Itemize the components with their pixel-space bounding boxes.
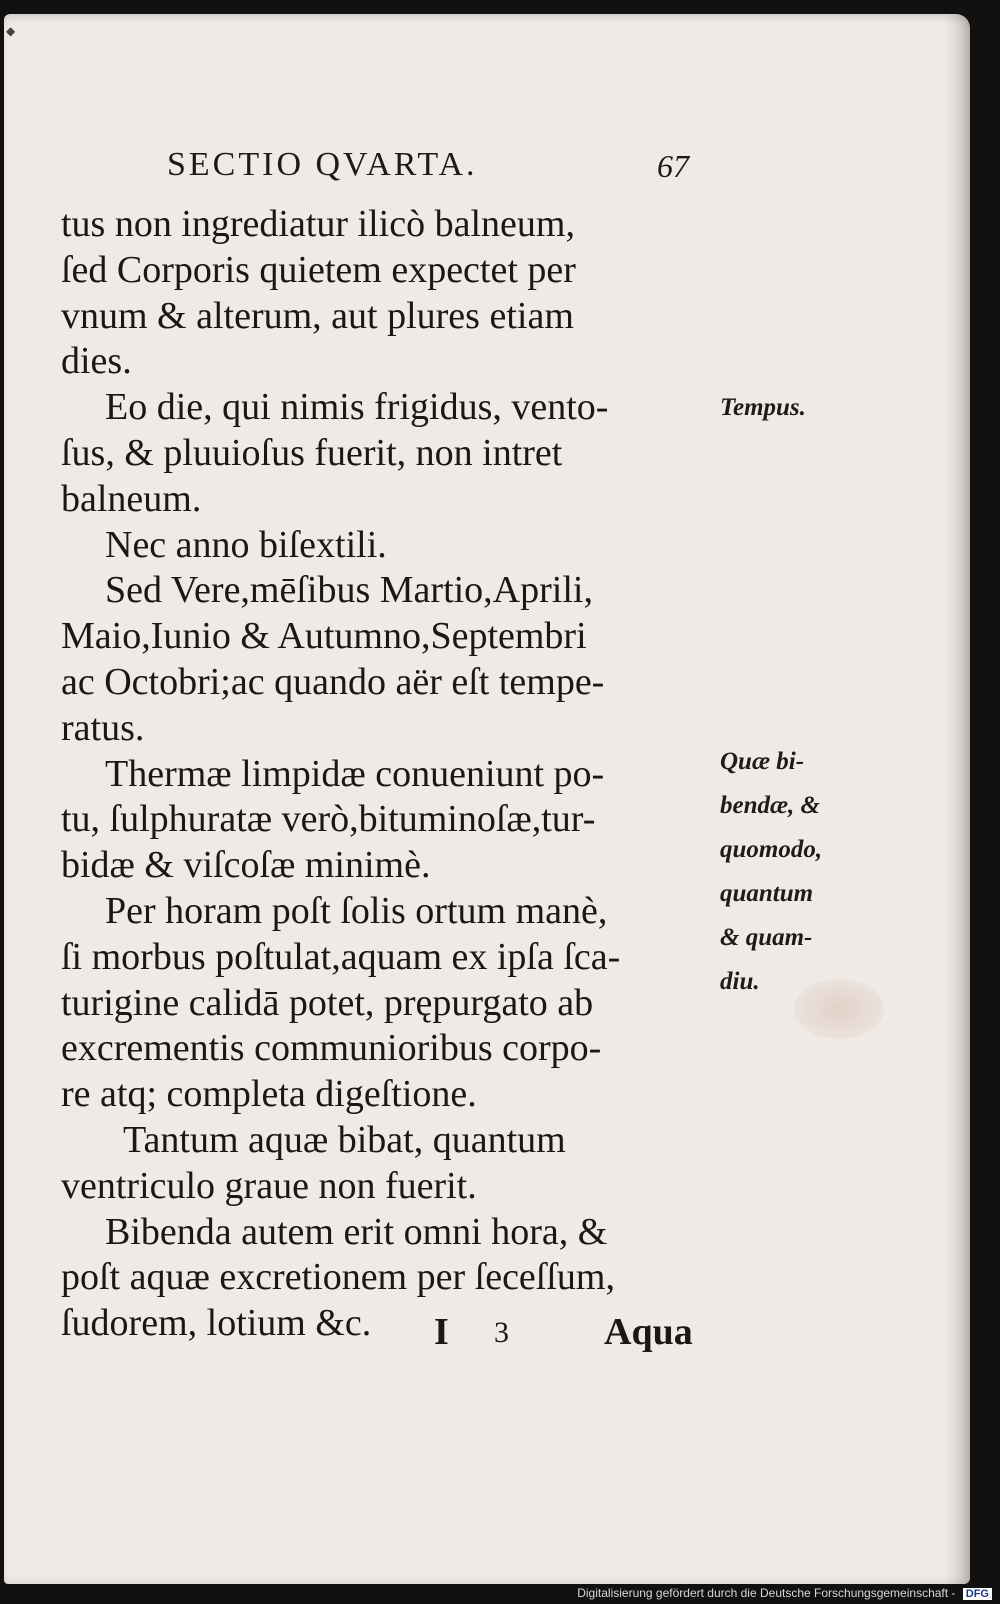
text-line: re atq; completa digeſtione. — [61, 1073, 477, 1116]
corner-mark-icon: ◆ — [6, 24, 16, 38]
text-line: dies. — [61, 340, 132, 383]
text-line: balneum. — [61, 477, 202, 520]
page-number: 67 — [657, 148, 689, 184]
text-line: excrementis communioribus corpo- — [61, 1027, 602, 1070]
margin-note-quae-bibendae — [720, 740, 822, 1004]
margin-note-line: bendæ, & — [720, 792, 820, 819]
margin-note-line: diu. — [720, 968, 760, 995]
text-line: Nec anno biſextili. — [105, 523, 387, 566]
signature-letter: I — [434, 1311, 449, 1353]
text-line: ſed Corporis quietem expectet per — [61, 248, 576, 291]
text-line: Bibenda autem erit omni hora, & — [105, 1210, 608, 1253]
margin-note-line: Quæ bi- — [720, 748, 805, 775]
text-line: ſudorem, lotium &c. — [61, 1302, 372, 1345]
dfg-logo: DFG — [963, 1588, 992, 1600]
text-line: ac Octobri;ac quando aër eſt tempe- — [61, 660, 605, 703]
text-line: Thermæ limpidæ conueniunt po- — [105, 752, 605, 795]
text-line: Tantum aquæ bibat, quantum — [123, 1118, 566, 1161]
text-line: ſi morbus poſtulat,aquam ex ipſa ſca- — [61, 935, 621, 978]
body-text — [61, 202, 721, 1347]
credit-text: Digitalisierung gefördert durch die Deutsche Forschungsgemeinschaft - — [577, 1586, 956, 1600]
text-line: ventriculo graue non fuerit. — [61, 1164, 477, 1207]
text-line: tus non ingrediatur ilicò balneum, — [61, 203, 575, 245]
text-line: tu, ſulphuratæ verò,bituminoſæ,tur- — [61, 798, 596, 841]
margin-note-line: & quam- — [720, 924, 813, 951]
margin-note-line: quantum — [720, 880, 814, 907]
text-line: Per horam poſt ſolis ortum manè, — [105, 889, 608, 932]
catchword: Aqua — [604, 1311, 693, 1353]
book-page — [4, 14, 970, 1584]
text-line: Eo die, qui nimis frigidus, vento- — [105, 386, 609, 429]
digitization-credit — [577, 1586, 992, 1600]
text-line: Maio,Iunio & Autumno,Septembri — [61, 615, 587, 658]
text-line: ratus. — [61, 706, 145, 749]
margin-note-line: quomodo, — [720, 836, 823, 863]
text-line: poſt aquæ excretionem per ſeceſſum, — [61, 1256, 615, 1299]
section-title: SECTIO QVARTA. — [167, 146, 478, 183]
text-line: turigine calidā potet, prępurgato ab — [61, 981, 594, 1024]
running-header — [167, 146, 727, 192]
text-line: bidæ & viſcoſæ minimè. — [61, 844, 431, 887]
text-line: Sed Vere,mēſibus Martio,Aprili, — [105, 569, 593, 612]
text-line: ſus, & pluuioſus fuerit, non intret — [61, 431, 563, 474]
text-line: vnum & alterum, aut plures etiam — [61, 294, 574, 337]
signature-number: 3 — [494, 1316, 509, 1349]
margin-note-tempus: Tempus. — [720, 394, 806, 421]
